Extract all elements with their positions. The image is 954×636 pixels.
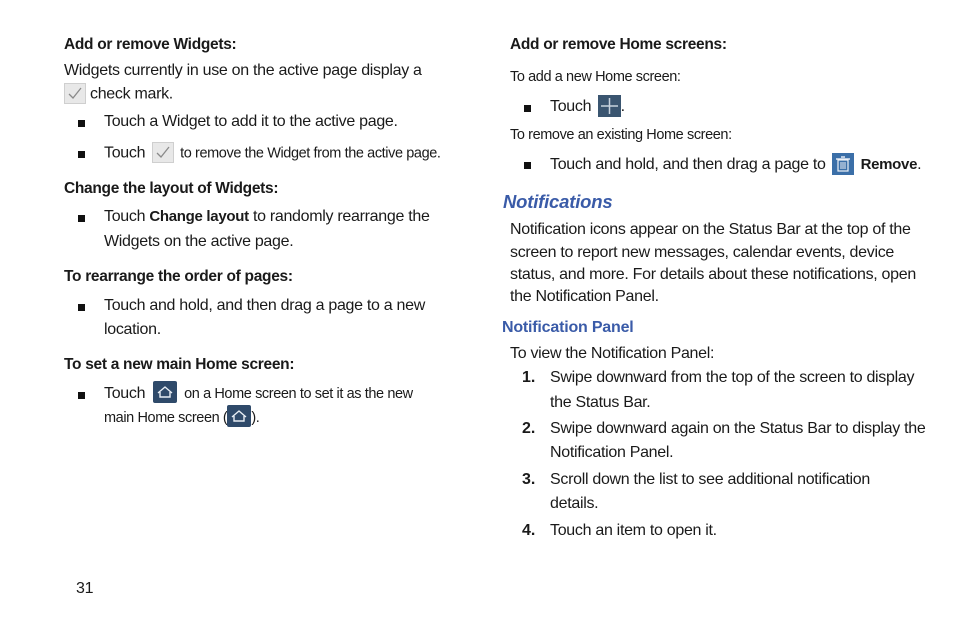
notification-panel-title: Notification Panel (502, 319, 634, 336)
trash-icon (832, 153, 854, 175)
plus-icon (598, 95, 621, 117)
add-bullet-pre: Touch (550, 98, 592, 116)
rearrange-line-2: location. (104, 321, 161, 338)
notif-para-2: screen to report new messages, calendar events, device (510, 244, 895, 261)
layout-heading: Change the layout of Widgets: (64, 180, 279, 197)
bullet-icon (78, 151, 85, 158)
bullet-icon (78, 304, 85, 311)
check-mark-icon (152, 142, 174, 163)
widgets-text-2: check mark. (90, 85, 173, 103)
step-text: Notification Panel. (550, 444, 674, 461)
home-icon (227, 405, 251, 427)
add-bullet (550, 96, 625, 118)
bullet-icon (78, 215, 85, 222)
step-number: 3. (522, 471, 536, 488)
layout-pre: Touch (104, 208, 150, 225)
step-text: details. (550, 495, 599, 512)
add-bullet-post: . (620, 98, 625, 116)
widgets-bullet-1: Touch a Widget to add it to the active page. (104, 113, 398, 130)
main-home-pre: Touch (104, 385, 146, 403)
layout-post: to randomly rearrange the (248, 208, 430, 225)
notifications-title: Notifications (503, 191, 613, 212)
layout-line-1 (104, 208, 430, 226)
remove-bullet (550, 154, 921, 176)
step-text: Touch an item to open it. (550, 522, 717, 539)
widgets-bullet-2-post: to remove the Widget from the active page. (180, 145, 441, 162)
step-text: Swipe downward from the top of the screen to display (550, 369, 915, 386)
bullet-icon (524, 105, 531, 112)
step-text: Swipe downward again on the Status Bar to display the (550, 420, 926, 437)
add-label: To add a new Home screen: (510, 69, 681, 85)
panel-intro: To view the Notification Panel: (510, 345, 715, 362)
remove-label-bold: Remove (860, 156, 918, 174)
change-layout-label: Change layout (149, 208, 249, 225)
main-home-heading: To set a new main Home screen: (64, 356, 295, 373)
remove-bullet-pre: Touch and hold, and then drag a page to (550, 156, 826, 174)
rearrange-line-1: Touch and hold, and then drag a page to a new (104, 297, 425, 314)
home-screens-heading: Add or remove Home screens: (510, 36, 727, 53)
main-home-line-1 (104, 383, 413, 405)
widgets-bullet-2-pre: Touch (104, 144, 146, 162)
widgets-text-1: Widgets currently in use on the active page display a (64, 62, 422, 79)
notif-para-1: Notification icons appear on the Status Bar at the top of the (510, 221, 911, 238)
check-mark-icon (64, 83, 86, 104)
widgets-heading: Add or remove Widgets: (64, 36, 237, 53)
step-text: the Status Bar. (550, 394, 651, 411)
main-home-line2-pre: main Home screen ( (104, 410, 228, 427)
step-number: 4. (522, 522, 536, 539)
remove-bullet-post: . (917, 156, 922, 174)
notif-para-3: status, and more. For details about these notifications, open (510, 266, 916, 283)
step-number: 2. (522, 420, 536, 437)
widgets-text-2-line (64, 84, 173, 105)
notif-para-4: the Notification Panel. (510, 288, 659, 305)
step-number: 1. (522, 369, 536, 386)
widgets-bullet-2 (104, 143, 441, 164)
main-home-line2-post: ). (251, 410, 260, 427)
layout-line-2: Widgets on the active page. (104, 233, 294, 250)
home-icon (153, 381, 177, 403)
bullet-icon (78, 392, 85, 399)
rearrange-heading: To rearrange the order of pages: (64, 268, 293, 285)
bullet-icon (78, 120, 85, 127)
page-number: 31 (76, 580, 94, 597)
main-home-post: on a Home screen to set it as the new (184, 386, 413, 403)
bullet-icon (524, 162, 531, 169)
remove-label: To remove an existing Home screen: (510, 127, 732, 143)
main-home-line-2 (104, 407, 259, 429)
step-text: Scroll down the list to see additional notification (550, 471, 871, 488)
